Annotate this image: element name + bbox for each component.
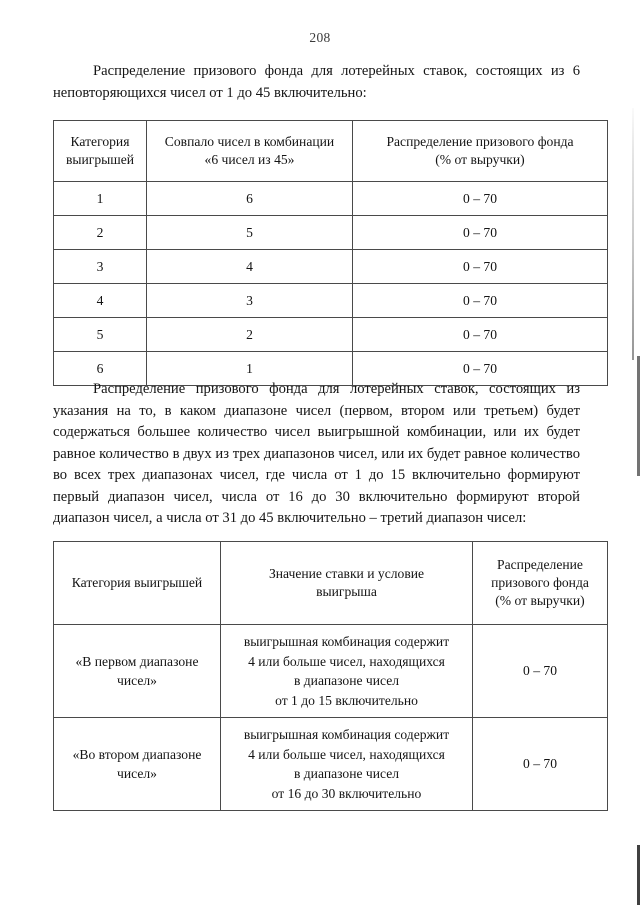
cell-line: 4 или больше чисел, находящихся	[248, 746, 445, 762]
table-range-bets	[53, 541, 608, 811]
scan-artifact-edge	[632, 108, 634, 360]
cell-line: «Во втором диапазоне	[72, 746, 202, 762]
cell-prize-share: 0 – 70	[353, 182, 608, 216]
cell-line: в диапазоне чисел	[293, 673, 400, 688]
cell-line: «В первом диапазоне	[75, 653, 199, 669]
header-line: (% от выручки)	[435, 152, 525, 167]
table-header-row	[54, 542, 608, 625]
cell-category: 6	[54, 352, 147, 386]
header-cell-category	[54, 542, 221, 625]
header-line: «6 чисел из 45»	[204, 152, 295, 167]
header-line: Категория выигрышей	[71, 575, 203, 590]
paragraph-ranges: Распределение призового фонда для лотерейных ставок, состоящих из указания на то, в каком диапазоне чисел (первом, втором или третьем) будет содержаться большее количество чисел выигрышной комбинации, или их будет равное количество в двух из трех диапазонов чисел, или их будет равное количество во всех трех диапазонах чисел, где числа от 1 до 15 включительно формируют первый диапазон чисел, числа от 16 до 30 включительно формируют второй диапазон чисел, а числа от 31 до 45 включительно – третий диапазон чисел:	[53, 381, 580, 526]
table-row	[54, 318, 608, 352]
cell-line: от 1 до 15 включительно	[275, 692, 418, 708]
header-cell-prize-share	[353, 121, 608, 182]
table-prize-tiers	[53, 120, 608, 386]
table-row	[54, 250, 608, 284]
cell-matched: 1	[147, 352, 353, 386]
cell-category: 4	[54, 284, 147, 318]
page-number: 208	[309, 30, 331, 45]
cell-matched: 2	[147, 318, 353, 352]
cell-prize-share: 0 – 70	[353, 352, 608, 386]
header-line: Значение ставки и условие	[268, 566, 425, 581]
cell-category	[54, 625, 221, 718]
cell-category	[54, 718, 221, 811]
cell-line: 4 или больше чисел, находящихся	[248, 653, 445, 669]
header-line: Совпало чисел в комбинации	[164, 134, 335, 149]
cell-category: 1	[54, 182, 147, 216]
header-line: выигрыша	[316, 584, 377, 599]
paragraph-intro: Распределение призового фонда для лотерейных ставок, состоящих из 6 неповторяющихся чисел от 1 до 45 включительно:	[53, 63, 580, 101]
cell-prize-share: 0 – 70	[473, 718, 608, 811]
cell-line: выигрышная комбинация содержит	[243, 727, 450, 742]
table-row	[54, 284, 608, 318]
table-row	[54, 182, 608, 216]
cell-condition	[221, 625, 473, 718]
header-line: (% от выручки)	[495, 593, 585, 608]
cell-category: 2	[54, 216, 147, 250]
header-line: выигрышей	[65, 152, 135, 167]
table-row	[54, 216, 608, 250]
table-row	[54, 718, 608, 811]
cell-category: 5	[54, 318, 147, 352]
header-cell-category	[54, 121, 147, 182]
header-line: призового фонда	[491, 575, 589, 590]
cell-line: выигрышная комбинация содержит	[243, 634, 450, 649]
cell-prize-share: 0 – 70	[353, 318, 608, 352]
header-line: Категория	[70, 134, 130, 149]
cell-matched: 4	[147, 250, 353, 284]
table-row	[54, 625, 608, 718]
cell-matched: 3	[147, 284, 353, 318]
cell-matched: 5	[147, 216, 353, 250]
cell-condition	[221, 718, 473, 811]
cell-line: от 16 до 30 включительно	[271, 785, 422, 801]
header-cell-prize-share	[473, 542, 608, 625]
table-header-row	[54, 121, 608, 182]
header-line: Распределение призового фонда	[386, 134, 574, 149]
cell-line: в диапазоне чисел	[293, 766, 400, 781]
cell-prize-share: 0 – 70	[473, 625, 608, 718]
cell-line: чисел»	[117, 673, 157, 688]
cell-category: 3	[54, 250, 147, 284]
cell-prize-share: 0 – 70	[353, 250, 608, 284]
cell-line: чисел»	[117, 766, 157, 781]
header-cell-bet-condition	[221, 542, 473, 625]
cell-matched: 6	[147, 182, 353, 216]
header-line: Распределение	[497, 557, 583, 572]
cell-prize-share: 0 – 70	[353, 284, 608, 318]
header-cell-matched-numbers	[147, 121, 353, 182]
cell-prize-share: 0 – 70	[353, 216, 608, 250]
